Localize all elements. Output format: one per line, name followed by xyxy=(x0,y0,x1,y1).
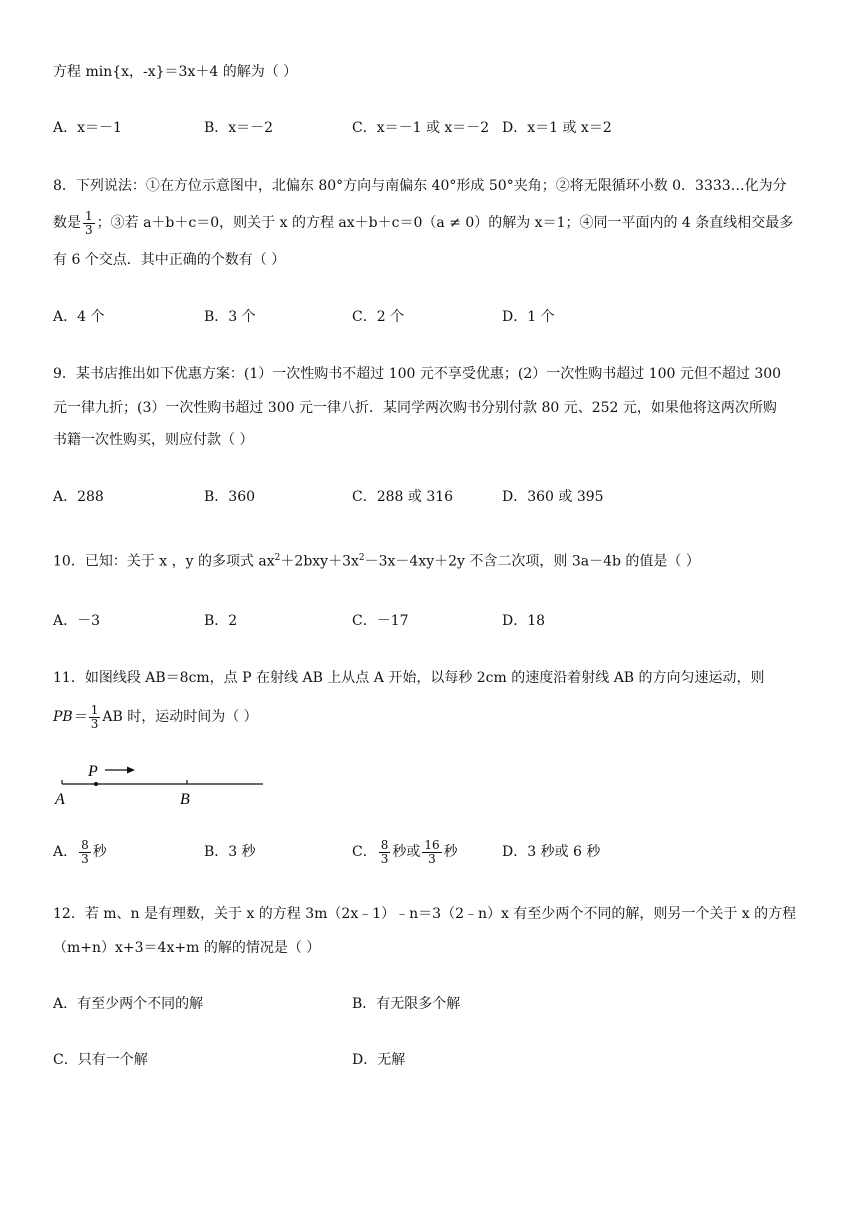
label-p: P xyxy=(88,763,98,780)
q12-option-b: B．有无限多个解 xyxy=(352,996,461,1012)
q11-opt-c-num1: 8 xyxy=(380,837,389,852)
label-b: B xyxy=(180,791,190,808)
q7-option-d: D．x＝1 或 x＝2 xyxy=(502,120,612,136)
q8-frac-den: 3 xyxy=(85,222,93,237)
q9-option-a: A．288 xyxy=(53,489,104,505)
q12-stem-line1: 12．若 m、n 是有理数，关于 x 的方程 3m（2x﹣1）﹣n＝3（2﹣n）x 有至少两个不同的解，则另一个关于 x 的方程 xyxy=(53,906,797,922)
q11-opt-a-num: 8 xyxy=(81,837,89,852)
q11-opt-c-num2: 16 xyxy=(424,837,440,852)
q8-option-d: D．1 个 xyxy=(502,309,555,325)
q12-option-a: A．有至少两个不同的解 xyxy=(53,996,204,1012)
q11-opt-a-unit: 秒 xyxy=(92,844,107,860)
q11-option-b: B．3 秒 xyxy=(204,844,256,860)
q11-opt-c-fraction2 xyxy=(422,839,441,866)
q9-option-b: B．360 xyxy=(204,489,256,505)
q11-opt-c-letter: C． xyxy=(352,844,377,860)
q10-sup2: 2 xyxy=(358,553,365,563)
q9-option-d: D．360 或 395 xyxy=(502,489,604,505)
direction-arrow-icon xyxy=(127,767,135,774)
q10-mid: ＋2bxy＋3x xyxy=(280,553,359,570)
q11-opt-a-fraction xyxy=(79,839,91,866)
q11-line2-pre: PB＝ xyxy=(53,709,87,725)
q12-stem-line2: （m+n）x+3＝4x+m 的解的情况是（ ） xyxy=(53,940,321,956)
q10-stem xyxy=(53,548,700,572)
q11-option-a xyxy=(53,836,107,868)
q8-stem-line3: 有 6 个交点．其中正确的个数有（ ） xyxy=(53,252,286,268)
q8-stem-line1: 8．下列说法：①在方位示意图中，北偏东 80°方向与南偏东 40°形成 50°夹角；②将无限循环小数 0．3333…化为分 xyxy=(53,178,787,194)
q10-option-d: D．18 xyxy=(502,613,546,629)
q11-opt-c-unit: 秒 xyxy=(443,844,458,860)
ray-ab-figure xyxy=(53,760,273,810)
label-a: A xyxy=(55,791,65,808)
q8-frac-num: 1 xyxy=(85,208,93,223)
q11-fraction xyxy=(89,704,101,731)
q8-option-a: A．4 个 xyxy=(53,309,105,325)
q11-opt-c-mid: 秒或 xyxy=(392,844,421,860)
q11-stem-line1: 11．如图线段 AB＝8cm，点 P 在射线 AB 上从点 A 开始，以每秒 2cm 的速度沿着射线 AB 的方向匀速运动，则 xyxy=(53,670,765,686)
q11-option-d: D．3 秒或 6 秒 xyxy=(502,844,601,860)
q8-fraction xyxy=(83,210,95,237)
q11-opt-c-fraction1 xyxy=(379,839,391,866)
q9-option-c: C．288 或 316 xyxy=(352,489,454,505)
point-p xyxy=(94,782,98,786)
q11-opt-c-den1: 3 xyxy=(380,851,389,866)
q9-stem-line1: 9．某书店推出如下优惠方案：(1）一次性购书不超过 100 元不享受优惠；(2）一次性购书超过 100 元但不超过 300 xyxy=(53,366,782,382)
q8-stem-line2 xyxy=(53,208,793,238)
q8-option-b: B．3 个 xyxy=(204,309,256,325)
q10-sup1: 2 xyxy=(274,553,281,563)
q9-stem-line2: 元一律九折；(3）一次性购书超过 300 元一律八折．某同学两次购书分别付款 80 元、252 元，如果他将这两次所购 xyxy=(53,400,777,416)
q11-frac-num: 1 xyxy=(90,702,99,717)
q8-line2-post: ；③若 a＋b＋c＝0，则关于 x 的方程 ax＋b＋c＝0（a ≠ 0）的解为 x＝1；④同一平面内的 4 条直线相交最多 xyxy=(96,215,794,231)
q8-line2-pre: 数是 xyxy=(53,215,81,231)
q11-opt-c-den2: 3 xyxy=(428,851,436,866)
q7-option-c: C．x＝－1 或 x＝－2 xyxy=(352,120,490,136)
q11-frac-den: 3 xyxy=(90,716,99,731)
q10-option-a: A．－3 xyxy=(53,613,101,629)
q10-option-b: B．2 xyxy=(204,613,238,629)
q7-option-b: B．x＝－2 xyxy=(204,120,274,136)
q11-line2-post: AB 时，运动时间为（ ） xyxy=(102,709,258,725)
q10-pre: 10．已知：关于 x ，y 的多项式 ax xyxy=(53,553,275,570)
q12-option-d: D．无解 xyxy=(352,1052,406,1068)
q11-opt-a-letter: A． xyxy=(53,844,78,860)
q8-option-c: C．2 个 xyxy=(352,309,405,325)
q10-option-c: C．－17 xyxy=(352,613,409,629)
q12-option-c: C．只有一个解 xyxy=(53,1052,148,1068)
q7-stem: 方程 min{x，-x}＝3x＋4 的解为（ ） xyxy=(53,64,298,80)
q11-option-c xyxy=(352,836,458,868)
q11-opt-a-den: 3 xyxy=(81,851,89,866)
q11-stem-line2 xyxy=(53,702,258,732)
q9-stem-line3: 书籍一次性购买，则应付款（ ） xyxy=(53,432,254,448)
q10-post: －3x－4xy＋2y 不含二次项，则 3a－4b 的值是（ ） xyxy=(364,553,700,570)
q7-option-a: A．x＝－1 xyxy=(53,120,122,136)
